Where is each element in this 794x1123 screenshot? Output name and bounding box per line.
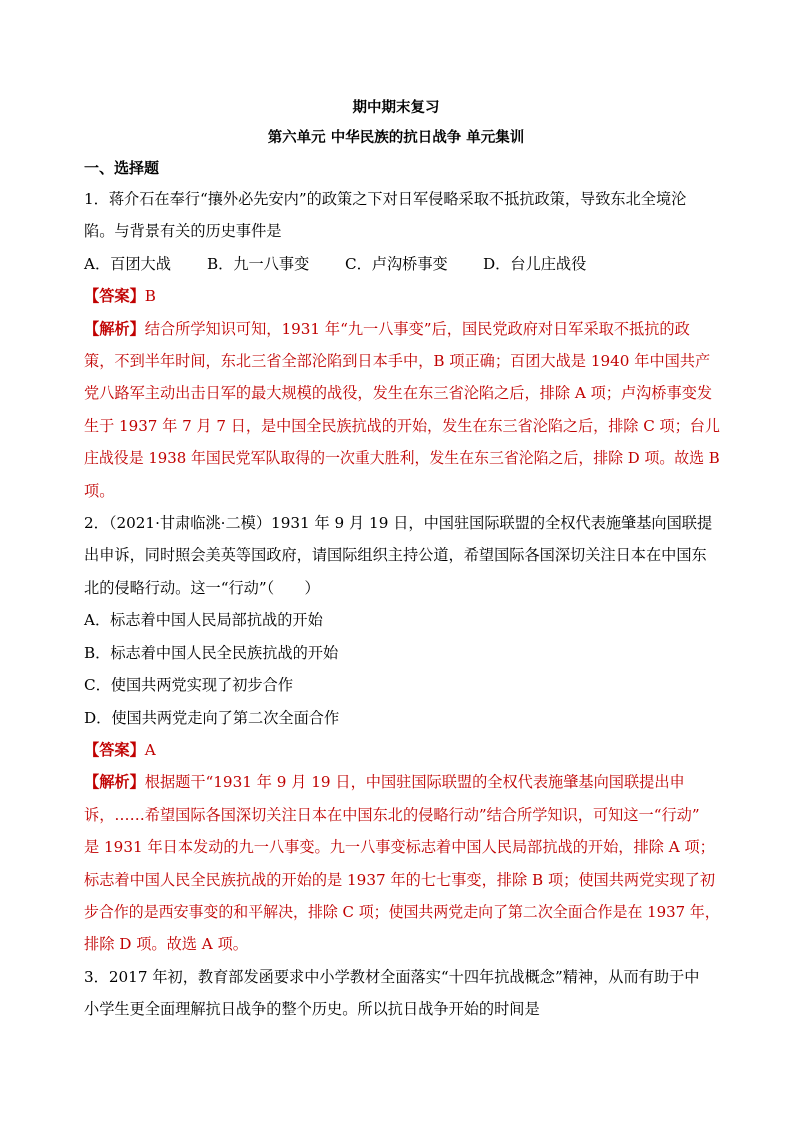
option-a: A．百团大战 xyxy=(84,254,171,273)
question-stem-line: 3．2017 年初，教育部发函要求中小学教材全面落实“十四年抗战概念”精神，从而有助于中 xyxy=(84,967,700,986)
analysis-line: 诉，……希望国际各国深切关注日本在中国东北的侵略行动”结合所学知识，可知这一“行动” xyxy=(84,805,700,824)
analysis-line: 结合所学知识可知，1931 年“九一八事变”后，国民党政府对日军采取不抵抗的政 xyxy=(144,319,690,338)
question-stem-line: 小学生更全面理解抗日战争的整个历史。所以抗日战争开始的时间是 xyxy=(84,1000,540,1019)
question-1 xyxy=(84,183,720,507)
answer-line xyxy=(84,280,708,312)
analysis-block xyxy=(84,766,720,960)
option-a: A．标志着中国人民局部抗战的开始 xyxy=(84,611,323,630)
analysis-block xyxy=(84,313,720,507)
option-d: D．使国共两党走向了第二次全面合作 xyxy=(84,708,340,727)
option-c: C．卢沟桥事变 xyxy=(345,254,448,273)
answer-line xyxy=(84,734,708,766)
analysis-line: 生于 1937 年 7 月 7 日，是中国全民族抗战的开始，发生在东三省沦陷之后，排除 C 项；台儿 xyxy=(84,416,720,435)
analysis-line: 庄战役是 1938 年国民党军队取得的一次重大胜利，发生在东三省沦陷之后，排除 D 项。故选 B xyxy=(84,449,720,468)
answer-label: 【答案】 xyxy=(84,287,145,306)
answer-value: A xyxy=(144,740,156,759)
question-stem-line: 1．蒋介石在奉行“攘外必先安内”的政策之下对日军侵略采取不抵抗政策，导致东北全境沦 xyxy=(84,190,687,208)
analysis-line: 策，不到半年时间，东北三省全部沦陷到日本手中，B 项正确；百团大战是 1940 年中国共产 xyxy=(84,352,711,371)
question-stem-line: 出申诉，同时照会美英等国政府，请国际组织主持公道，希望国际各国深切关注日本在中国东 xyxy=(84,546,707,565)
question-stem-line: 北的侵略行动。这一“行动”（ ） xyxy=(84,578,320,597)
document-title: 期中期末复习 xyxy=(352,99,440,116)
analysis-label: 【解析】 xyxy=(84,773,145,792)
analysis-line: 标志着中国人民全民族抗战的开始的是 1937 年的七七事变，排除 B 项；使国共两党实现了初 xyxy=(84,870,716,889)
option-c: C．使国共两党实现了初步合作 xyxy=(84,676,294,695)
analysis-line: 是 1931 年日本发动的九一八事变。九一八事变标志着中国人民局部抗战的开始，排除 A 项； xyxy=(84,838,715,857)
analysis-line: 步合作的是西安事变的和平解决，排除 C 项；使国共两党走向了第二次全面合作是在 1937 年， xyxy=(84,902,720,921)
analysis-line: 党八路军主动出击日军的最大规模的战役，发生在东三省沦陷之后，排除 A 项；卢沟桥事变发 xyxy=(84,384,713,403)
option-d: D．台儿庄战役 xyxy=(483,254,587,273)
analysis-label: 【解析】 xyxy=(84,319,145,338)
option-row xyxy=(84,248,708,280)
document-subtitle: 第六单元 中华民族的抗日战争 单元集训 xyxy=(267,129,525,146)
answer-label: 【答案】 xyxy=(84,740,145,759)
section-heading: 一、选择题 xyxy=(84,159,160,177)
option-b: B．标志着中国人民全民族抗战的开始 xyxy=(84,643,339,662)
answer-value: B xyxy=(144,287,156,306)
question-2 xyxy=(84,507,720,961)
question-stem-line: 陷。与背景有关的历史事件是 xyxy=(84,222,282,241)
analysis-line: 排除 D 项。故选 A 项。 xyxy=(84,935,248,954)
analysis-line: 项。 xyxy=(84,481,115,500)
question-stem-line: 2．（2021·甘肃临洮·二模）1931 年 9 月 19 日，中国驻国际联盟的全权代表施肇基向国联提 xyxy=(84,514,713,533)
question-3 xyxy=(84,961,708,1026)
analysis-line: 根据题干“1931 年 9 月 19 日，中国驻国际联盟的全权代表施肇基向国联提出申 xyxy=(144,773,685,792)
option-b: B．九一八事变 xyxy=(207,254,310,273)
